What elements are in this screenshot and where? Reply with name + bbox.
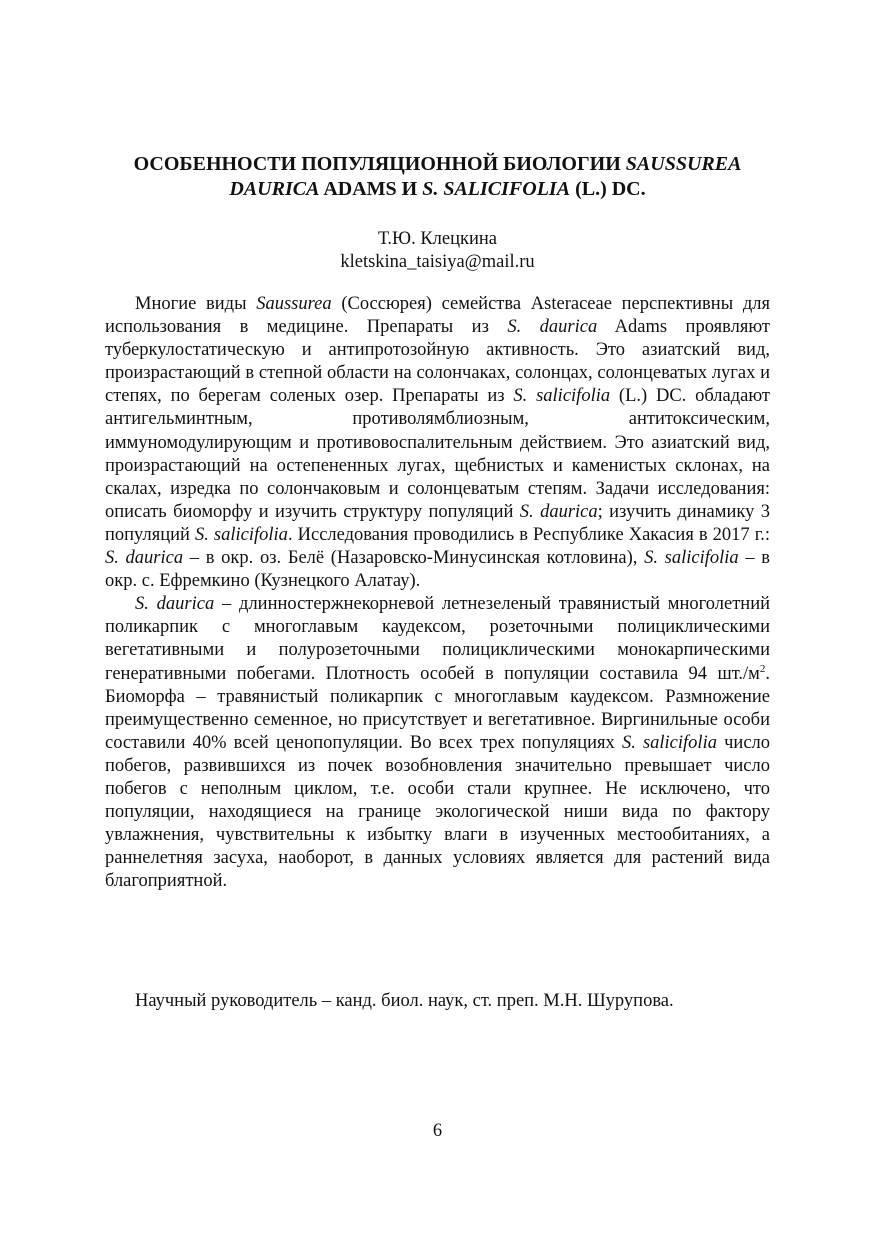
- p1-text-07: – в окр. оз. Белё (Назаровско-Минусинская котловина),: [183, 548, 645, 569]
- scientific-advisor: Научный руководитель – канд. биол. наук, ст. преп. М.Н. Шурупова.: [135, 991, 674, 1011]
- p2-superscript: 2: [759, 662, 766, 675]
- author-email: kletskina_taisiya@mail.ru: [340, 252, 535, 272]
- p2-text-03: число побегов, развившихся из почек возобновления значительно превышает число побегов с неполным циклом, т.е. особи стали крупнее. Не исключено, что популяции, находящиеся на границе экологической ниши вида по фактору увлажнения, чувствительны к избытку влаги в изученных местообитаниях, а раннелетняя засуха, наоборот, в данных условиях является для растений вида благоприятной.: [105, 732, 771, 892]
- p2-species-02: S. salicifolia: [621, 732, 717, 753]
- p1-text-05: ; изучить динамику 3 популяций: [105, 501, 770, 545]
- p1-text-06: . Исследования проводились в Республике Хакасия в 2017 г.:: [287, 524, 771, 545]
- p1-text-01: Многие виды: [135, 294, 257, 314]
- title-text-1: ОСОБЕННОСТИ ПОПУЛЯЦИОННОЙ БИОЛОГИИ: [133, 153, 626, 175]
- title-species-1: SAUSSUREA DAURICA: [229, 153, 742, 200]
- page-number: 6: [432, 1121, 443, 1141]
- title-text-2: ADAMS И: [319, 178, 423, 200]
- p2-text-01: – длинностержнекорневой летнезеленый травянистый многолетний поликарпик с многоглавым каудексом, розеточными полициклическими вегетативными и полурозеточными полициклическими монокарпическими генеративными побегами. Плотность особей в популяции составила 94 шт./м: [105, 594, 770, 684]
- paragraph-2: [105, 593, 770, 893]
- p2-species-01: S. daurica: [135, 594, 215, 615]
- author-name: Т.Ю. Клецкина: [377, 229, 498, 249]
- p1-species-03: S. salicifolia: [513, 386, 611, 407]
- article-title: [105, 152, 770, 202]
- p1-text-04: (L.) DC. обладают антигельминтным, противолямблиозным, антитоксическим, иммуномодулирующим и противовоспалительным действием. Это азиатский вид, произрастающий на остепененных лугах, щебнистых и каменистых склонах, на скалах, изредка по солончаковым и солонцеватым степям. Задачи исследования: описать биоморфу и изучить структуру популяций: [105, 386, 771, 522]
- article-body: [105, 293, 770, 893]
- title-text-3: (L.) DC.: [570, 178, 646, 200]
- p2-text-02: . Биоморфа – травянистый поликарпик с многоглавым каудексом. Размножение преимущественно семенное, но присутствует и вегетативное. Виргинильные особи составили 40% всей ценопопуляции. Во всех трех популяциях: [105, 663, 770, 753]
- title-species-2: S. SALICIFOLIA: [422, 178, 571, 200]
- author-block: [105, 228, 770, 274]
- p1-species-04: S. daurica: [519, 501, 598, 522]
- p1-text-03: Adams проявляют туберкулостатическую и антипротозойную активность. Это азиатский вид, произрастающий в степной области на солончаках, солонцах, солонцеватых лугах и степях, по берегам соленых озер. Препараты из: [105, 317, 770, 407]
- p1-species-06: S. daurica: [105, 548, 184, 569]
- p1-text-02: (Соссюрея) семейства Asteraceae перспективны для использования в медицине. Препараты из: [105, 294, 770, 338]
- paragraph-1: [105, 293, 770, 593]
- p1-species-02: S. daurica: [507, 317, 598, 338]
- p1-text-08: – в окр. с. Ефремкино (Кузнецкого Алатау).: [105, 548, 770, 592]
- p1-species-01: Saussurea: [256, 294, 332, 314]
- p1-species-05: S. salicifolia: [195, 524, 288, 545]
- p1-species-07: S. salicifolia: [644, 548, 739, 569]
